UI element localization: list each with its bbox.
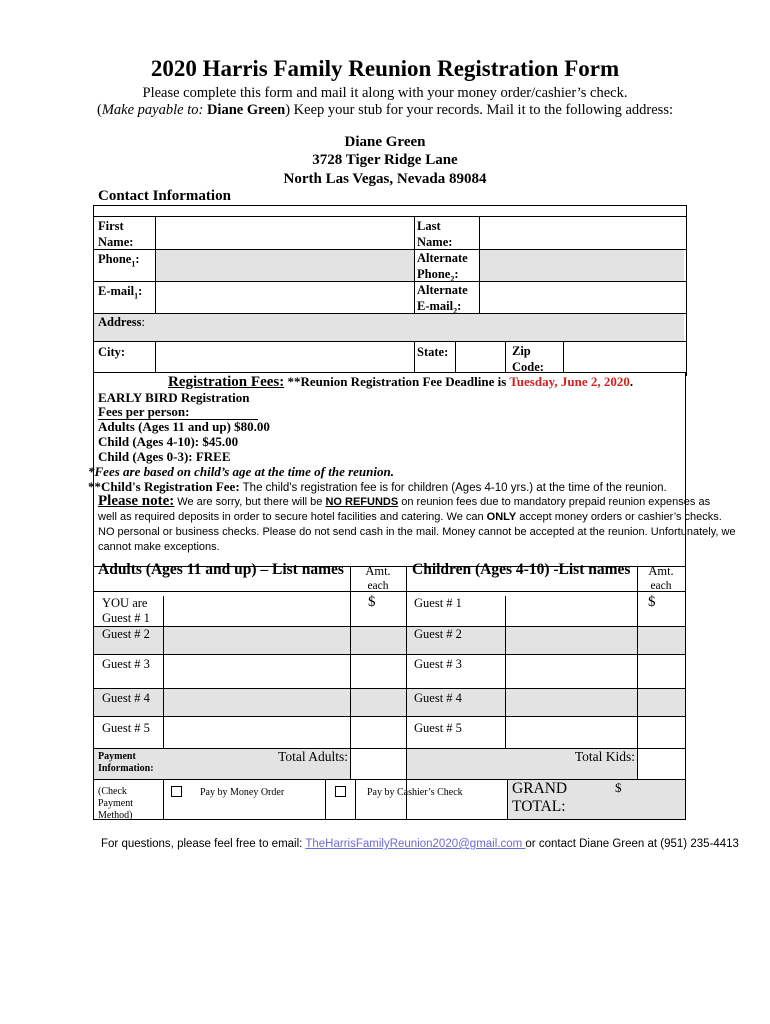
address-name: Diane Green: [344, 134, 426, 150]
money-order-label: Pay by Money Order: [200, 787, 285, 798]
row-guest-2: [94, 626, 685, 654]
early-bird-heading: EARLY BIRD Registration: [98, 390, 250, 405]
children-list-header: Children (Ages 4-10) -List names: [412, 561, 631, 578]
child-dollar: $: [648, 594, 656, 610]
check-payment-method: (Check Payment Method): [98, 786, 133, 821]
adult-guest-2: Guest # 2: [102, 627, 150, 641]
row-guest-4: [94, 688, 685, 716]
adult-guest-4: Guest # 4: [102, 691, 150, 705]
instructions-line-2: (Make payable to: Diane Green) Keep your stub for your records. Mail it to the following address:: [97, 102, 673, 118]
grand-total-dollar: $: [615, 780, 622, 795]
child-guest-1: Guest # 1: [414, 596, 462, 610]
child-fee-note: **Child's Registration Fee: The child's registration fee is for children (Ages 4-10 yrs.) at the time of the reunion.: [88, 479, 667, 494]
state-label: State:: [417, 345, 449, 359]
grand-total-label: GRAND TOTAL:: [512, 780, 568, 815]
adult-fee: Adults (Ages 11 and up) $80.00: [98, 419, 270, 434]
child-guest-3: Guest # 3: [414, 657, 462, 671]
child-guest-4: Guest # 4: [414, 691, 462, 705]
child-guest-2: Guest # 2: [414, 627, 462, 641]
infant-fee: Child (Ages 0-3): FREE: [98, 449, 231, 464]
email-label: E-mail$_1$:: [98, 284, 143, 301]
child-fee: Child (Ages 4-10): $45.00: [98, 434, 239, 449]
address-street: 3728 Tiger Ridge Lane: [312, 152, 458, 168]
address-label: Address:: [98, 315, 146, 329]
fees-per-person: Fees per person:: [98, 404, 258, 420]
instructions-line-1: Please complete this form and mail it along with your money order/cashier’s check.: [142, 85, 628, 101]
child-amt-header: Amt. each: [648, 564, 674, 592]
total-kids-label: Total Kids:: [574, 749, 635, 764]
cashiers-check-label: Pay by Cashier’s Check: [367, 787, 463, 798]
payment-info-label: Payment Information:: [98, 751, 154, 774]
please-note: Please note: We are sorry, but there will be NO REFUNDS on reunion fees due to mandatory prepaid reunion expenses as well as required deposits in order to secure hotel facilities and catering. We can ONLY accept money orders or cashier’s checks. NO personal or business checks. Please do not send cash in the mail. Money cannot be accepted at the reunion. Unfortunately, we cannot make exceptions.: [98, 493, 736, 553]
registration-fees-heading: Registration Fees: **Reunion Registration Fee Deadline is Tuesday, June 2, 2020.: [168, 374, 634, 390]
alt-email-label: Alternate E-mail$_2$:: [417, 283, 468, 316]
first-name-label: First Name:: [98, 219, 134, 249]
last-name-label: Last Name:: [417, 219, 453, 249]
contact-email-link[interactable]: TheHarrisFamilyReunion2020@gmail.com: [305, 838, 526, 850]
phone-label: Phone$_1$:: [98, 252, 140, 269]
age-note: *Fees are based on child’s age at the time of the reunion.: [88, 464, 394, 479]
you-are-label: YOU are Guest # 1: [102, 596, 150, 625]
total-adults-field[interactable]: [350, 748, 406, 779]
zip-label: Zip Code:: [512, 344, 544, 374]
total-adults-label: Total Adults:: [278, 749, 348, 764]
form-title: 2020 Harris Family Reunion Registration Form: [150, 56, 620, 81]
contact-section-title: Contact Information: [98, 188, 231, 204]
total-kids-field[interactable]: [637, 748, 685, 779]
adult-guest-3: Guest # 3: [102, 657, 150, 671]
alt-phone-label: Alternate Phone$_2$:: [417, 251, 468, 284]
adult-dollar: $: [368, 594, 376, 610]
footer-contact: For questions, please feel free to email: TheHarrisFamilyReunion2020@gmail.com or contact Diane Green at (951) 235-4413: [101, 838, 739, 850]
city-label: City:: [98, 345, 126, 359]
adult-guest-5: Guest # 5: [102, 721, 150, 735]
adults-list-header: Adults (Ages 11 and up) – List names: [98, 561, 344, 578]
money-order-checkbox[interactable]: [171, 786, 182, 797]
address-city: North Las Vegas, Nevada 89084: [283, 171, 487, 187]
cashiers-check-checkbox[interactable]: [335, 786, 346, 797]
child-guest-5: Guest # 5: [414, 721, 462, 735]
adult-amt-header: Amt. each: [365, 564, 391, 592]
